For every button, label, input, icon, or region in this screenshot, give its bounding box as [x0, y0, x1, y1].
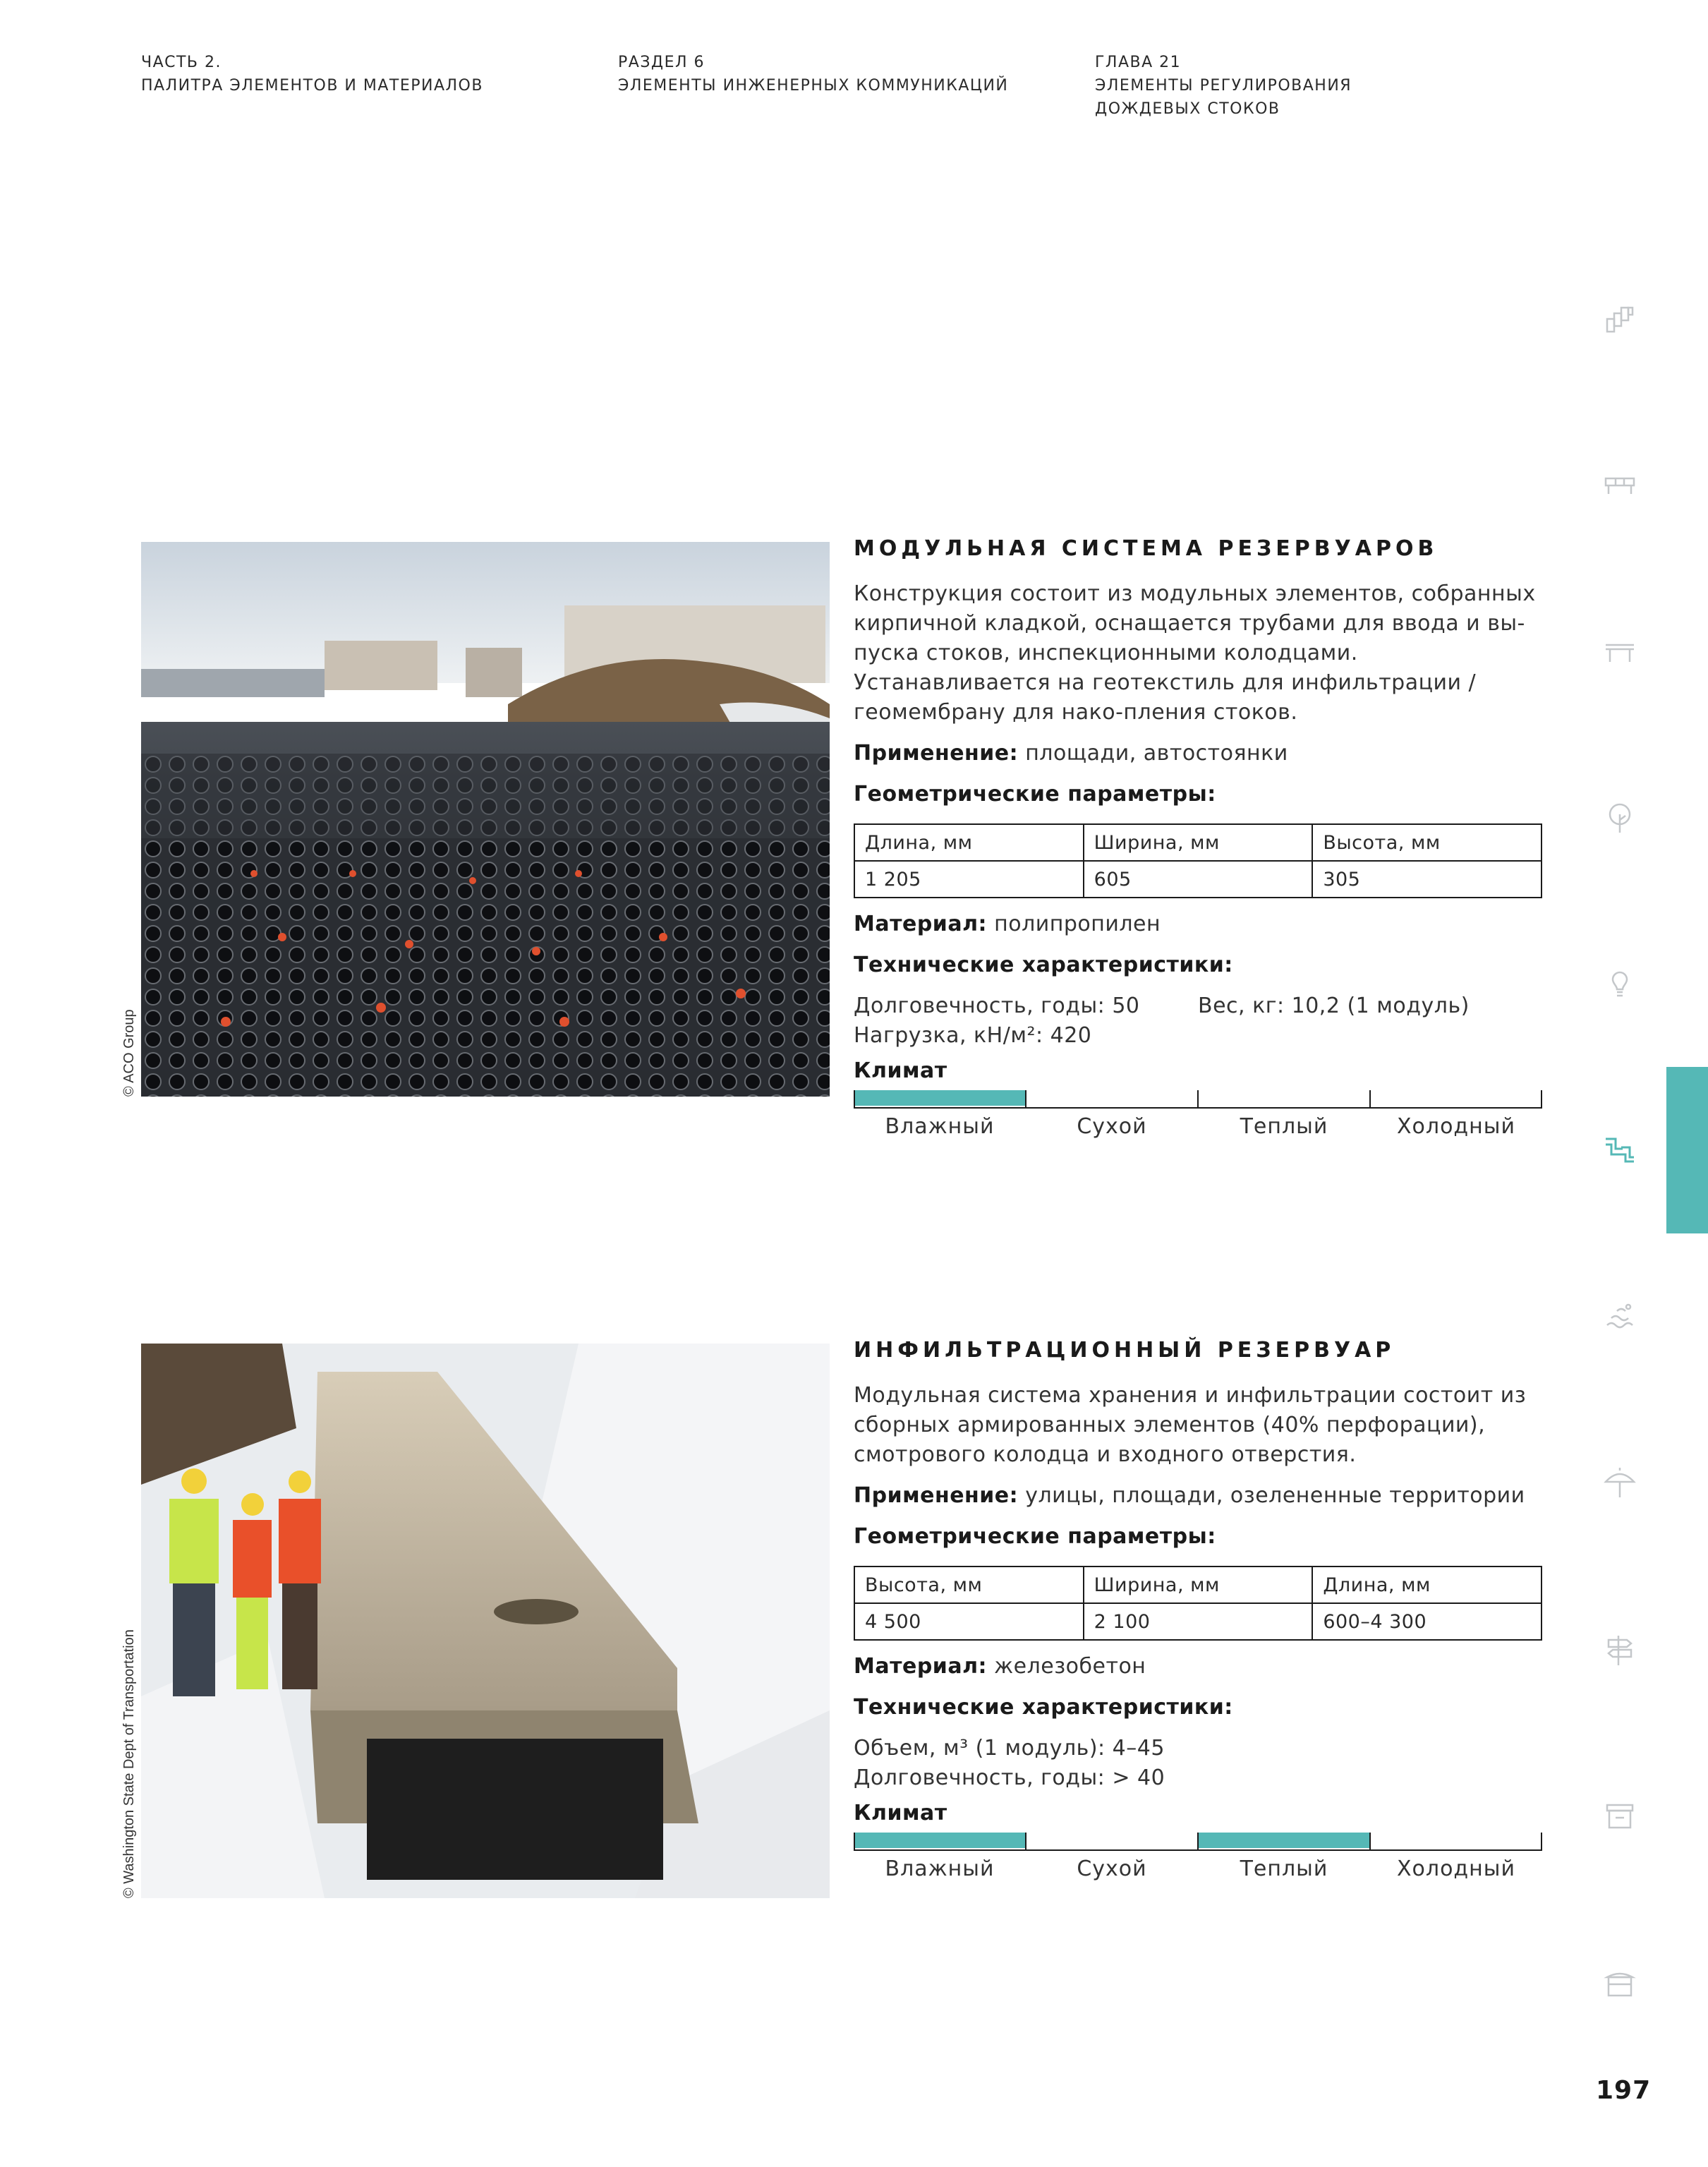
climate-segment-cold: [1370, 1833, 1542, 1848]
kiosk-icon[interactable]: [1603, 1966, 1637, 2000]
header-part-number: ЧАСТЬ 2.: [141, 54, 222, 71]
climate-option: Сухой: [1077, 1114, 1147, 1139]
material-value: железобетон: [994, 1654, 1146, 1679]
header-chapter-title-1: ЭЛЕМЕНТЫ РЕГУЛИРОВАНИЯ: [1095, 77, 1352, 95]
climate-labels: [854, 1114, 1542, 1145]
application-value: улицы, площади, озелененные территории: [1025, 1483, 1525, 1508]
header-part-title: ПАЛИТРА ЭЛЕМЕНТОВ И МАТЕРИАЛОВ: [141, 77, 483, 95]
table-icon[interactable]: [1603, 635, 1637, 669]
application-label: Применение:: [854, 1483, 1019, 1508]
header-section: [618, 51, 1008, 97]
table-cell: 1 205: [854, 861, 1084, 898]
item-description: Конструкция состоит из модульных элементов, собранных кирпичной кладкой, оснащается трубами для ввода и вы-пуска стоков, инспекционными колодцами. Устанавливается на геотекстиль для инфильтрации / геомембрану для нако-пления стоков.: [854, 581, 1536, 725]
tech-spec: Вес, кг: 10,2 (1 модуль): [1198, 994, 1470, 1018]
modules-icon[interactable]: [1603, 303, 1637, 337]
climate-tick: [1541, 1090, 1542, 1107]
tech-spec: Нагрузка, кН/м²: 420: [854, 1023, 1092, 1048]
infiltration-tank-photo: [141, 1344, 830, 1898]
tech-specs: [854, 991, 1545, 1051]
tree-icon[interactable]: [1603, 800, 1637, 834]
tech-label: Технические характеристики:: [854, 1695, 1233, 1720]
lamp-icon[interactable]: [1603, 967, 1637, 1001]
signpost-icon[interactable]: [1603, 1633, 1637, 1667]
climate-scale: [854, 1090, 1542, 1109]
table-header-row: [854, 1567, 1542, 1603]
climate-option: Теплый: [1240, 1114, 1328, 1139]
table-header-row: [854, 824, 1542, 861]
geometry-label: Геометрические параметры:: [854, 782, 1216, 807]
item-title: ИНФИЛЬТРАЦИОННЫЙ РЕЗЕРВУАР: [854, 1338, 1395, 1363]
application-line: [854, 1481, 1545, 1511]
material-line: [854, 910, 1545, 939]
application-line: [854, 739, 1545, 768]
table-row: [854, 861, 1542, 898]
table-header-cell: Ширина, мм: [1084, 824, 1313, 861]
climate-label: Климат: [854, 1058, 947, 1083]
material-label: Материал:: [854, 1654, 988, 1679]
table-header-cell: Высота, мм: [854, 1567, 1084, 1603]
tech-spec: Долговечность, годы: > 40: [854, 1765, 1165, 1790]
table-cell: 305: [1312, 861, 1542, 898]
climate-segment-humid: [854, 1090, 1026, 1106]
climate-tick: [1025, 1833, 1026, 1849]
geometry-label: Геометрические параметры:: [854, 1524, 1216, 1549]
pipes-icon[interactable]: [1603, 1133, 1637, 1167]
climate-tick: [1197, 1090, 1199, 1107]
material-line: [854, 1652, 1545, 1682]
material-value: полипропилен: [994, 912, 1161, 936]
climate-tick: [1369, 1090, 1371, 1107]
photo-credit: © ACO Group: [121, 1009, 137, 1097]
table-header-cell: Ширина, мм: [1084, 1567, 1313, 1603]
climate-segment-warm: [1198, 1090, 1370, 1106]
item-title: МОДУЛЬНАЯ СИСТЕМА РЕЗЕРВУАРОВ: [854, 536, 1439, 561]
material-label: Материал:: [854, 912, 988, 936]
tech-specs: [854, 1734, 1545, 1793]
header-chapter-number: ГЛАВА 21: [1095, 54, 1182, 71]
climate-tick: [1025, 1090, 1026, 1107]
climate-segment-dry: [1026, 1833, 1198, 1848]
table-header-cell: Длина, мм: [854, 824, 1084, 861]
climate-option: Холодный: [1397, 1114, 1515, 1139]
climate-tick: [1369, 1833, 1371, 1849]
umbrella-icon[interactable]: [1603, 1466, 1637, 1500]
table-header-cell: Длина, мм: [1312, 1567, 1542, 1603]
modular-tank-photo: [141, 542, 830, 1097]
climate-tick: [854, 1090, 855, 1107]
climate-option: Теплый: [1240, 1857, 1328, 1881]
climate-scale: [854, 1833, 1542, 1851]
geometry-table: [854, 823, 1542, 898]
climate-segment-dry: [1026, 1090, 1198, 1106]
tech-label: Технические характеристики:: [854, 953, 1233, 977]
header-part: [141, 51, 483, 97]
header-section-title: ЭЛЕМЕНТЫ ИНЖЕНЕРНЫХ КОММУНИКАЦИЙ: [618, 77, 1009, 95]
header-section-number: РАЗДЕЛ 6: [618, 54, 705, 71]
table-cell: 4 500: [854, 1603, 1084, 1640]
climate-option: Сухой: [1077, 1857, 1147, 1881]
active-section-tab[interactable]: [1666, 1067, 1708, 1233]
climate-option: Влажный: [885, 1857, 995, 1881]
table-row: [854, 1603, 1542, 1640]
item-modular-system: [854, 536, 1545, 1145]
geometry-table: [854, 1566, 1542, 1641]
bench-icon[interactable]: [1603, 469, 1637, 502]
application-value: площади, автостоянки: [1025, 741, 1288, 766]
header-chapter-title-2: ДОЖДЕВЫХ СТОКОВ: [1095, 100, 1280, 118]
table-cell: 600–4 300: [1312, 1603, 1542, 1640]
application-label: Применение:: [854, 741, 1019, 766]
table-header-cell: Высота, мм: [1312, 824, 1542, 861]
climate-tick: [1197, 1833, 1199, 1849]
photo-credit: © Washington State Dept of Transportation: [121, 1629, 137, 1898]
climate-option: Влажный: [885, 1114, 995, 1139]
climate-segment-cold: [1370, 1090, 1542, 1106]
tech-spec: Долговечность, годы: 50: [854, 994, 1140, 1018]
page-number: 197: [1596, 2076, 1652, 2105]
climate-tick: [854, 1833, 855, 1849]
climate-segment-warm: [1198, 1833, 1370, 1848]
bin-icon[interactable]: [1603, 1799, 1637, 1833]
table-cell: 605: [1084, 861, 1313, 898]
item-description: Модульная система хранения и инфильтрации состоит из сборных армированных элементов (40% перфорации), смотрового колодца и входного отверстия.: [854, 1383, 1527, 1467]
climate-tick: [1541, 1833, 1542, 1849]
water-icon[interactable]: [1603, 1300, 1637, 1334]
climate-option: Холодный: [1397, 1857, 1515, 1881]
tech-spec: Объем, м³ (1 модуль): 4–45: [854, 1736, 1165, 1761]
climate-label: Климат: [854, 1801, 947, 1825]
header-chapter: [1095, 51, 1352, 121]
item-infiltration-tank: [854, 1338, 1545, 1888]
table-cell: 2 100: [1084, 1603, 1313, 1640]
climate-segment-humid: [854, 1833, 1026, 1848]
climate-labels: [854, 1857, 1542, 1888]
